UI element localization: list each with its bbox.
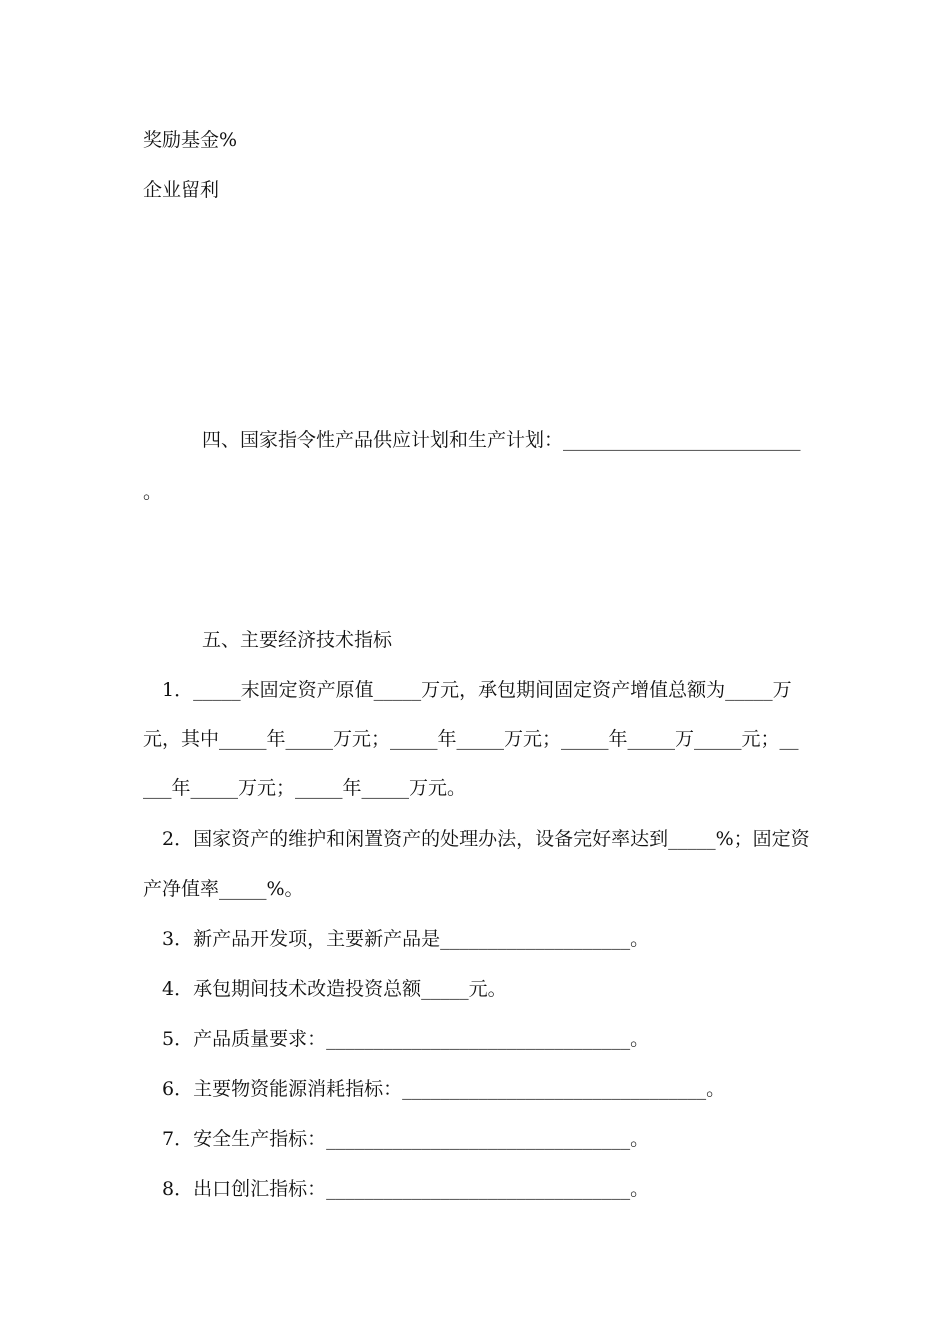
section-four-continuation: 。 (143, 481, 163, 503)
item-3: 3．新产品开发项，主要新产品是____________________。 (162, 928, 650, 950)
section-five-heading: 五、主要经济技术指标 (202, 629, 393, 651)
item-6: 6．主要物资能源消耗指标：________________________________。 (162, 1078, 726, 1100)
item-1-line-2: 元，其中_____年_____万元；_____年_____万元；_____年_____万_____元；__ (143, 728, 799, 750)
text-retained-profit: 企业留利 (143, 179, 220, 201)
item-5: 5．产品质量要求：________________________________。 (162, 1028, 650, 1050)
item-1-line-3: ___年_____万元；_____年_____万元。 (143, 777, 467, 799)
text-reward-fund: 奖励基金% (143, 129, 238, 151)
item-8: 8．出口创汇指标：________________________________。 (162, 1178, 650, 1200)
section-four-heading: 四、国家指令性产品供应计划和生产计划：_________________________ (202, 429, 801, 451)
item-1-line-1: 1．_____末固定资产原值_____万元，承包期间固定资产增值总额为_____万 (162, 679, 792, 701)
item-2-line-1: 2．国家资产的维护和闲置资产的处理办法，设备完好率达到_____%；固定资 (162, 828, 810, 850)
item-2-line-2: 产净值率_____%。 (143, 878, 304, 900)
item-7: 7．安全生产指标：________________________________。 (162, 1128, 650, 1150)
item-4: 4．承包期间技术改造投资总额_____元。 (162, 978, 507, 1000)
